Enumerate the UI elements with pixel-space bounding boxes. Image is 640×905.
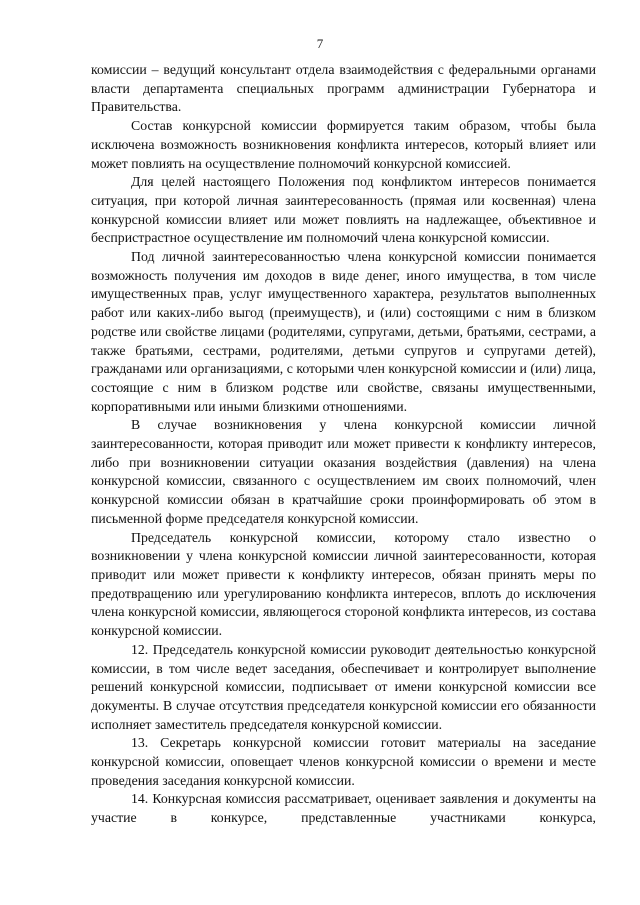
paragraph-chair-measures: Председатель конкурсной комиссии, которому стало известно о возникновении у члена конкурсной комиссии личной заинтересованности, которая приводит или может привести к конфликту интересов, обязан принять меры по предотвращению или урегулированию конфликта интересов, вплоть до исключения члена конкурсной комиссии, являющегося стороной конфликта интересов, из состава конкурсной комиссии. <box>91 529 596 639</box>
paragraph-item-12: 12. Председатель конкурсной комиссии руководит деятельностью конкурсной комиссии, в том числе ведет заседания, обеспечивает и контролирует выполнение решений конкурсной комиссии, подписывает от имени конкурсной комиссии все документы. В случае отсутствия председателя конкурсной комиссии его обязанности исполняет заместитель председателя конкурсной комиссии. <box>91 641 596 732</box>
paragraph-conflict-definition: Для целей настоящего Положения под конфликтом интересов понимается ситуация, при которой личная заинтересованность (прямая или косвенная) члена конкурсной комиссии влияет или может повлиять на надлежащее, объективное и беспристрастное осуществление им полномочий члена конкурсной комиссии. <box>91 174 596 246</box>
paragraph-member-duty: В случае возникновения у члена конкурсной комиссии личной заинтересованности, которая приводит или может привести к конфликту интересов, либо при возникновении ситуации оказания воздействия (давления) на члена конкурсной комиссии, связанного с осуществлением им своих полномочий, член конкурсной комиссии обязан в кратчайшие сроки проинформировать об этом в письменной форме председателя конкурсной комиссии. <box>91 417 596 526</box>
paragraph-personal-interest: Под личной заинтересованностью члена конкурсной комиссии понимается возможность получения им доходов в виде денег, иного имущества, в том числе имущественных прав, услуг имущественного характера, результатов выполненных работ или каких-либо выгод (преимуществ), и (или) состоящими с ним в близком родстве или свойстве лицами (родителями, супругами, детьми, братьями, сестрами, а также братьями, сестрами, родителями, детьми супругов и супругами детей), гражданами или организациями, с которыми член конкурсной комиссии и (или) лица, состоящие с ним в близком родстве или свойстве, связаны имущественными, корпоративными или иными близкими отношениями. <box>91 249 596 414</box>
document-body <box>91 61 596 828</box>
paragraph-item-14: 14. Конкурсная комиссия рассматривает, оценивает заявления и документы на участие в конкурсе, представленные участниками конкурса, <box>91 791 596 826</box>
paragraph-continuation: комиссии – ведущий консультант отдела взаимодействия с федеральными органами власти департамента специальных программ администрации Губернатора и Правительства. <box>91 62 596 115</box>
paragraph-item-13: 13. Секретарь конкурсной комиссии готовит материалы на заседание конкурсной комиссии, оповещает членов конкурсной комиссии о времени и месте проведения заседания конкурсной комиссии. <box>91 735 596 788</box>
page-number: 7 <box>316 36 324 51</box>
paragraph-commission-composition: Состав конкурсной комиссии формируется таким образом, чтобы была исключена возможность возникновения конфликта интересов, который влияет или может повлиять на осуществление полномочий конкурсной комиссией. <box>91 118 596 171</box>
